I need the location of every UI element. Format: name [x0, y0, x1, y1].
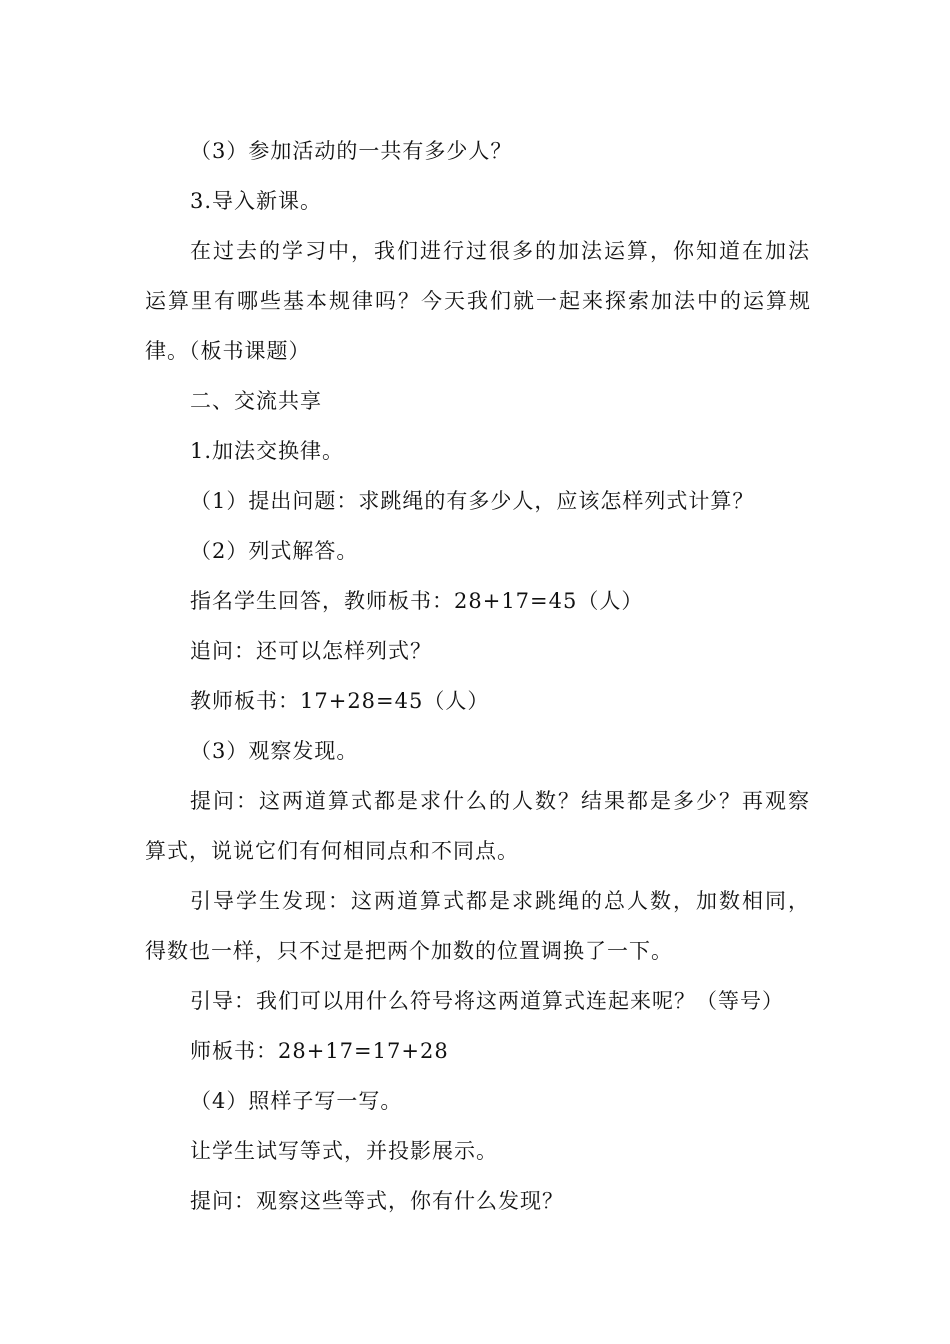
- text-line: 教师板书：17+28=45（人）: [190, 689, 490, 713]
- text-line: 律。（板书课题）: [145, 339, 311, 363]
- text-line: 师板书：28+17=17+28: [190, 1039, 449, 1063]
- text-line: 指名学生回答，教师板书：28+17=45（人）: [190, 589, 644, 613]
- text-line: 引导：我们可以用什么符号将这两道算式连起来呢？（等号）: [190, 989, 784, 1013]
- text-line: 算式，说说它们有何相同点和不同点。: [145, 839, 519, 863]
- text-line: 让学生试写等式，并投影展示。: [190, 1139, 498, 1163]
- text-line: 追问：还可以怎样列式？: [190, 639, 432, 663]
- text-line: （3）参加活动的一共有多少人？: [190, 139, 513, 163]
- text-line: （2）列式解答。: [190, 539, 359, 563]
- text-line: 1.加法交换律。: [190, 439, 345, 463]
- text-line: 提问：观察这些等式，你有什么发现？: [190, 1189, 564, 1213]
- text-line: 得数也一样，只不过是把两个加数的位置调换了一下。: [145, 939, 673, 963]
- text-line: （3）观察发现。: [190, 739, 359, 763]
- text-line: （4）照样子写一写。: [190, 1089, 403, 1113]
- text-line: 运算里有哪些基本规律吗？今天我们就一起来探索加法中的运算规: [145, 289, 812, 313]
- section-heading: 二、交流共享: [190, 389, 322, 413]
- text-line: 在过去的学习中，我们进行过很多的加法运算，你知道在加法: [190, 239, 811, 263]
- text-line: （1）提出问题：求跳绳的有多少人，应该怎样列式计算？: [190, 489, 755, 513]
- text-line: 3.导入新课。: [190, 189, 323, 213]
- text-line: 提问：这两道算式都是求什么的人数？结果都是多少？再观察: [190, 789, 811, 813]
- text-line: 引导学生发现：这两道算式都是求跳绳的总人数，加数相同，: [190, 889, 811, 913]
